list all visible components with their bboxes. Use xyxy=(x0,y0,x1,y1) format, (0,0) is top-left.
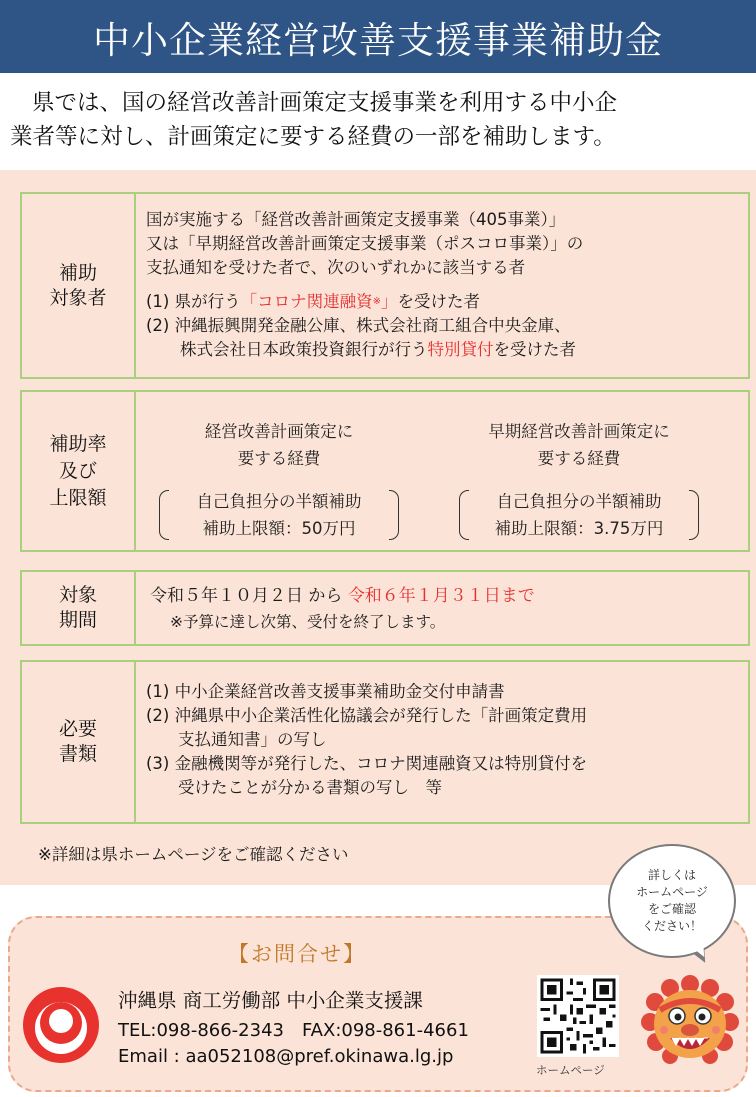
docs-section xyxy=(20,660,750,824)
period-note: ※予算に達し次第、受付を終了します。 xyxy=(170,613,446,631)
qr-code-label: ホームページ xyxy=(536,1063,605,1077)
intro-line: 業者等に対し、計画策定に要する経費の一部を補助します。 xyxy=(10,124,616,150)
rate-label: 補助率 及び 上限額 xyxy=(22,392,136,550)
rate-heading: 要する経費 xyxy=(237,449,321,468)
contact-department: 沖縄県 商工労働部 中小企業支援課 xyxy=(118,989,423,1012)
corona-loan-text: 「コロナ関連融資 xyxy=(240,292,373,311)
rate-section xyxy=(20,390,750,552)
rate-detail xyxy=(159,488,399,542)
contact-email: Email : aa052108@pref.okinawa.lg.jp xyxy=(118,1046,454,1067)
rate-heading: 要する経費 xyxy=(537,449,621,468)
item2-suffix: を受けた者 xyxy=(493,340,576,359)
target-item-1 xyxy=(146,290,583,314)
target-line: 又は「早期経営改善計画策定支援事業（ポスコロ事業）」の xyxy=(146,234,584,253)
doc-item-cont: 受けたことが分かる書類の写し 等 xyxy=(178,778,442,797)
qr-code-icon[interactable] xyxy=(537,975,619,1057)
contact-phone-fax: TEL:098-866-2343 FAX:098-861-4661 xyxy=(118,1020,469,1041)
corona-loan-close: 」 xyxy=(381,292,398,311)
period-content xyxy=(136,572,748,644)
target-item-2-cont xyxy=(146,338,583,362)
rate-column-early xyxy=(444,418,714,542)
item1-suffix: を受けた者 xyxy=(397,292,481,311)
target-line: 支払通知を受けた者で、次のいずれかに該当する者 xyxy=(146,258,526,277)
page-title: 中小企業経営改善支援事業補助金 xyxy=(0,0,756,73)
docs-label: 必要 書類 xyxy=(22,662,136,822)
rate-ratio: 自己負担分の半額補助 xyxy=(196,492,362,511)
rate-ratio: 自己負担分の半額補助 xyxy=(496,492,662,511)
okinawa-prefecture-logo-icon xyxy=(22,986,100,1068)
intro-line: 県では、国の経営改善計画策定支援事業を利用する中小企 xyxy=(32,90,618,116)
docs-content xyxy=(136,662,748,822)
rate-limit: 補助上限額：50万円 xyxy=(202,519,356,538)
doc-item: (2) 沖縄県中小企業活性化協議会が発行した「計画策定費用 xyxy=(146,706,588,725)
corona-loan-mark: ※ xyxy=(372,296,382,307)
rate-heading: 経営改善計画策定に xyxy=(204,422,354,441)
target-section xyxy=(20,192,750,379)
period-dates xyxy=(150,584,535,608)
target-item-2: (2) 沖縄振興開発金融公庫、株式会社商工組合中央金庫、 xyxy=(146,316,571,335)
target-label: 補助 対象者 xyxy=(22,194,136,377)
item2-prefix: 株式会社日本政策投資銀行が行う xyxy=(180,340,428,359)
rate-content xyxy=(136,392,748,550)
speech-bubble-text: 詳しくは ホームページ をご確認 ください！ xyxy=(636,868,708,933)
doc-item-cont: 支払通知書」の写し xyxy=(178,730,327,749)
intro-text xyxy=(10,86,746,154)
footnote: ※詳細は県ホームページをご確認ください xyxy=(38,845,349,864)
doc-item: (3) 金融機関等が発行した、コロナ関連融資又は特別貸付を xyxy=(146,754,588,773)
period-start: 令和５年１０月２日 から xyxy=(150,586,348,606)
period-section xyxy=(20,570,750,646)
target-line: 国が実施する「経営改善計画策定支援事業（405事業）」 xyxy=(146,210,566,229)
special-loan-text: 特別貸付 xyxy=(427,340,494,359)
target-content xyxy=(136,194,748,377)
speech-bubble xyxy=(608,844,736,958)
contact-title: 【お問合せ】 xyxy=(228,942,366,966)
period-end: 令和６年１月３１日まで xyxy=(347,586,535,606)
rate-detail xyxy=(459,488,699,542)
item1-prefix: (1) 県が行う xyxy=(146,292,241,311)
rate-column-standard xyxy=(144,418,414,542)
period-label: 対象 期間 xyxy=(22,572,136,644)
shisa-mascot-icon xyxy=(640,972,740,1076)
rate-heading: 早期経営改善計画策定に xyxy=(488,422,670,441)
rate-limit: 補助上限額：3.75万円 xyxy=(494,519,664,538)
doc-item: (1) 中小企業経営改善支援事業補助金交付申請書 xyxy=(146,682,505,701)
